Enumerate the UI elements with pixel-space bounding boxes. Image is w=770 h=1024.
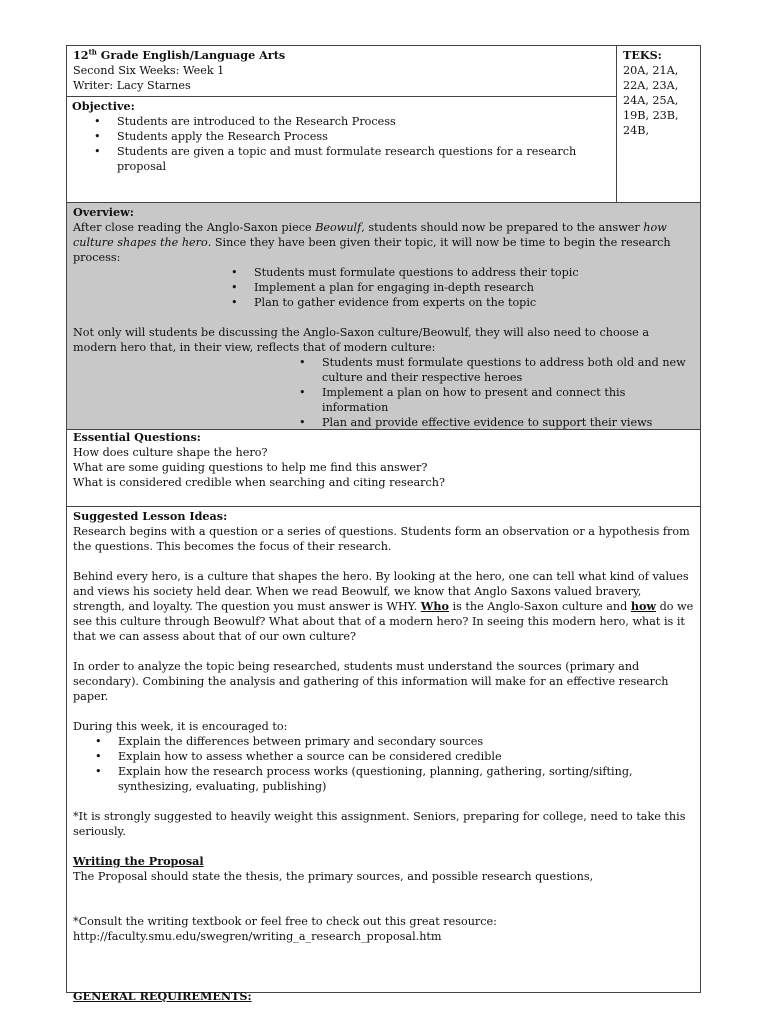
list-item: • Explain the differences between primary and secondary sources: [73, 734, 694, 749]
list-item: • Explain how to assess whether a source can be considered credible: [73, 749, 694, 764]
overview-list-1: [209, 265, 694, 310]
lesson-paragraph-3: In order to analyze the topic being researched, students must understand the sources (primary and secondary). Combining the analysis and gathering of this information will make for an effective research paper.: [73, 660, 669, 703]
lesson-paragraph-1: Research begins with a question or a series of questions. Students form an observation or a hypothesis from the questions. This becomes the focus of their research.: [73, 525, 690, 553]
objective-label: Objective:: [72, 99, 135, 113]
list-item: • Students are given a topic and must formulate research questions for a research proposal: [72, 144, 612, 174]
writer-text: Writer: Lacy Starnes: [73, 79, 191, 92]
teks-line: 24B,: [623, 124, 650, 137]
objective-section: [72, 99, 612, 174]
essential-questions-cell: [66, 429, 701, 507]
list-item: • Implement a plan on how to present and connect this information: [277, 385, 694, 415]
consult-text: *Consult the writing textbook or feel free to check out this great resource:: [73, 915, 497, 928]
teks-line: 24A, 25A,: [623, 94, 679, 107]
course-title: 12th Grade English/Language Arts: [73, 47, 286, 62]
overview-cell: [66, 202, 701, 430]
overview-paragraph-2: Not only will students be discussing the Anglo-Saxon culture/Beowulf, they will also need to choose a modern hero that, in their view, reflects that of modern culture:: [73, 326, 649, 354]
resource-link[interactable]: http://faculty.smu.edu/swegren/writing_a_research_proposal.htm: [73, 930, 442, 943]
proposal-heading: Writing the Proposal: [73, 854, 204, 868]
lesson-list: [73, 734, 694, 794]
lesson-note: *It is strongly suggested to heavily weight this assignment. Seniors, preparing for college, need to take this seriously.: [73, 810, 686, 838]
list-item: • Students must formulate questions to address their topic: [209, 265, 694, 280]
list-item: • Students are introduced to the Research Process: [72, 114, 612, 129]
overview-intro: After close reading the Anglo-Saxon piece Beowulf, students should now be prepared to the answer how culture shapes the hero. Since they have been given their topic, it will now be time to begin the research process:: [73, 221, 671, 264]
overview-label: Overview:: [73, 205, 134, 219]
essential-question: What are some guiding questions to help me find this answer?: [73, 461, 428, 474]
lesson-plan-page: [66, 45, 701, 1003]
teks-line: 20A, 21A,: [623, 64, 679, 77]
teks-line: 19B, 23B,: [623, 109, 679, 122]
list-item: • Students apply the Research Process: [72, 129, 612, 144]
essential-question: How does culture shape the hero?: [73, 446, 268, 459]
list-item: • Students must formulate questions to address both old and new culture and their respective heroes: [277, 355, 694, 385]
lesson-paragraph-2: Behind every hero, is a culture that shapes the hero. By looking at the hero, one can tell what kind of values and views his society held dear. When we read Beowulf, we know that Anglo Saxons valued bravery, strength, and loyalty. The question you must answer is WHY. Who is the Anglo-Saxon culture and how do we see this culture through Beowulf? What about that of a modern hero? In seeing this modern hero, what is it that we can assess about that of our own culture?: [73, 570, 694, 643]
overview-list-2: [277, 355, 694, 430]
objective-list: [72, 114, 612, 174]
lesson-paragraph-4: During this week, it is encouraged to:: [73, 720, 288, 733]
lesson-label: Suggested Lesson Ideas:: [73, 509, 228, 523]
general-requirements-heading: GENERAL REQUIREMENTS:: [73, 989, 252, 1003]
week-text: Second Six Weeks: Week 1: [73, 64, 225, 77]
list-item: • Explain how the research process works (questioning, planning, gathering, sorting/sifting, synthesizing, evaluating, publishing): [73, 764, 694, 794]
list-item: • Implement a plan for engaging in-depth research: [209, 280, 694, 295]
teks-cell: [616, 45, 701, 203]
header-divider: [66, 96, 617, 97]
essential-label: Essential Questions:: [73, 430, 201, 444]
teks-label: TEKS:: [623, 48, 662, 62]
lesson-ideas-cell: [66, 506, 701, 1003]
essential-question: What is considered credible when searching and citing research?: [73, 476, 445, 489]
list-item: • Plan to gather evidence from experts on the topic: [209, 295, 694, 310]
proposal-text: The Proposal should state the thesis, the primary sources, and possible research questions,: [73, 870, 594, 883]
list-item: • Plan and provide effective evidence to support their views: [277, 415, 694, 430]
teks-line: 22A, 23A,: [623, 79, 679, 92]
